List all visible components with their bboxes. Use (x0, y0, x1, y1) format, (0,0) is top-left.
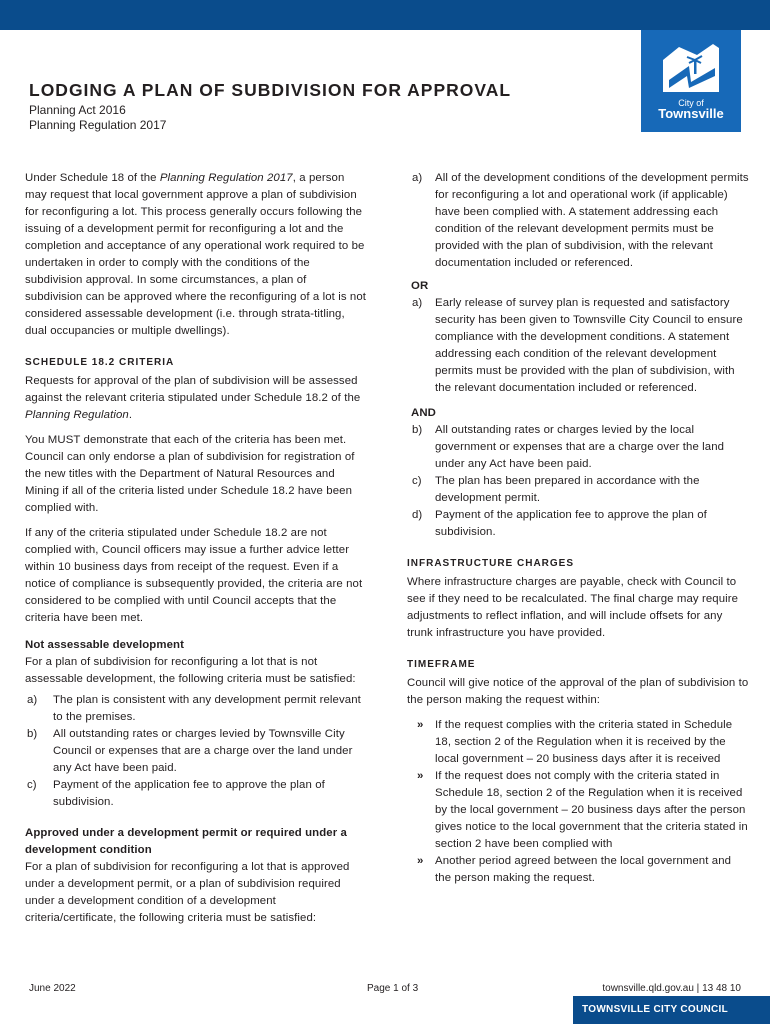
timeframe-list (407, 717, 749, 887)
logo-city-of: City of (678, 98, 704, 108)
intro-regulation-name: Planning Regulation 2017 (159, 172, 293, 184)
list-item-text: All outstanding rates or charges levied by the local government or expenses that are a charge over the land under any Act have been paid. (435, 424, 725, 470)
list-marker: c) (27, 779, 37, 791)
criteria-list-a2 (407, 295, 749, 397)
approved-paragraph: For a plan of subdivision for reconfiguring a lot that is approved under a development permit, or a plan of subdivision required under a development condition of a development criteria/certificate, the following criteria must be satisfied: (25, 861, 350, 924)
top-banner (0, 0, 770, 30)
list-marker: a) (27, 694, 38, 706)
criteria-paragraph (25, 373, 367, 424)
list-item-text: If the request complies with the criteria stated in Schedule 18, section 2 of the Regulation when it is received by the local government – 20 business days after it is received (435, 719, 733, 765)
infrastructure-heading: INFRASTRUCTURE CHARGES (407, 558, 574, 569)
list-item-text: Another period agreed between the local government and the person making the request. (435, 855, 732, 884)
list-item (407, 422, 749, 473)
list-marker: a) (412, 297, 423, 309)
list-item-text: The plan is consistent with any development permit relevant to the premises. (53, 694, 361, 723)
criteria-regulation-name: Planning Regulation (25, 409, 129, 421)
list-item-text: Early release of survey plan is requested and satisfactory security has been given to Townsville City Council to ensure compliance with the development conditions. A statement addressing each condition of the relevant development permits must be provided with the plan of subdivision, with the relevant documentation included or referenced. (435, 297, 743, 394)
list-item (25, 777, 367, 811)
list-marker: b) (412, 424, 423, 436)
list-item-text: Payment of the application fee to approve the plan of subdivision. (435, 509, 707, 538)
intro-text-1: Under Schedule 18 of the (25, 172, 160, 184)
criteria-text-1: Requests for approval of the plan of subdivision will be assessed against the relevant criteria stipulated under Schedule 18.2 of the (25, 375, 361, 404)
not-assessable-list (25, 692, 367, 811)
bullet-icon: » (417, 770, 424, 782)
footer-page-number: Page 1 of 3 (367, 983, 419, 994)
townsville-logo[interactable] (641, 30, 741, 132)
page-title: LODGING A PLAN OF SUBDIVISION FOR APPROVAL (29, 80, 512, 100)
intro-paragraph (25, 170, 367, 340)
footer-contact-link[interactable]: townsville.qld.gov.au | 13 48 10 (602, 983, 741, 994)
list-item (25, 692, 367, 726)
footer-banner (573, 996, 770, 1024)
and-label: AND (411, 407, 436, 419)
not-assessable-heading: Not assessable development (25, 639, 184, 651)
not-assessable-paragraph: For a plan of subdivision for reconfiguring a lot that is not assessable development, the following criteria must be satisfied: (25, 656, 356, 685)
list-item (407, 507, 749, 541)
bullet-icon: » (417, 719, 424, 731)
list-item-text: The plan has been prepared in accordance with the development permit. (435, 475, 700, 504)
left-column (25, 170, 367, 935)
list-item-text: If the request does not comply with the criteria stated in Schedule 18, section 2 of the Regulation when it is received by the local government – 20 business days after the person gives notice to the local government that the criteria stated in section 2 have been complied with (435, 770, 748, 850)
subtitle-planning-act: Planning Act 2016 (29, 103, 126, 117)
footer-council-name: TOWNSVILLE CITY COUNCIL (582, 1004, 728, 1015)
timeframe-heading: TIMEFRAME (407, 659, 476, 670)
footer-date: June 2022 (29, 983, 76, 994)
bullet-icon: » (417, 855, 424, 867)
not-complied-paragraph: If any of the criteria stipulated under Schedule 18.2 are not complied with, Council officers may issue a further advice letter within 10 business days from receipt of the request. Even if a notice of compliance is subsequently provided, the criteria are not considered to be complied with until Council accepts that the criteria have been met. (25, 527, 363, 624)
list-item-text: Payment of the application fee to approve the plan of subdivision. (53, 779, 325, 808)
criteria-list-and (407, 422, 749, 541)
list-item (407, 717, 749, 768)
criteria-text-2: . (128, 409, 133, 421)
list-item (407, 295, 749, 397)
list-item-text: All of the development conditions of the development permits for reconfiguring a lot and operational work (if applicable) have been complied with. A statement addressing each condition of the relevant development permits must be provided with the plan of subdivision, with the relevant documentation included or referenced. (435, 172, 749, 269)
approved-heading: Approved under a development permit or required under a development condition (25, 827, 347, 856)
must-demonstrate-paragraph: You MUST demonstrate that each of the criteria has been met. Council can only endorse a plan of subdivision for registration of the new titles with the Department of Natural Resources and Mining if all of the criteria listed under Schedule 18.2 have been complied with. (25, 434, 355, 514)
list-marker: a) (412, 172, 423, 184)
intro-text-2: , a person may request that local government approve a plan of subdivision for reconfiguring a lot. This process generally occurs following the issuing of a development permit for reconfiguring a lot and the completion and acceptance of any operational work required to be undertaken in order to comply with the conditions of the subdivision approval. In some circumstances, a plan of subdivision can be approved where the reconfiguring of a lot is not considered assessable development (i.e. through strata-titling, dual occupancies or multiple dwellings). (25, 172, 367, 337)
infrastructure-paragraph: Where infrastructure charges are payable, check with Council to see if they need to be recalculated. The final charge may require adjustments to reflect inflation, and will include offsets for any trunk infrastructure you have provided. (407, 576, 739, 639)
list-item (407, 853, 749, 887)
list-item (407, 170, 749, 272)
list-item (407, 768, 749, 853)
list-item-text: All outstanding rates or charges levied by Townsville City Council or expenses that are a charge over the land under any Act have been paid. (53, 728, 353, 774)
criteria-heading: SCHEDULE 18.2 CRITERIA (25, 357, 175, 368)
list-marker: b) (27, 728, 38, 740)
list-marker: c) (412, 475, 422, 487)
or-label: OR (411, 280, 429, 292)
logo-townsville: Townsville (658, 106, 724, 121)
criteria-list-a1 (407, 170, 749, 272)
right-column (407, 170, 749, 887)
list-item (25, 726, 367, 777)
list-marker: d) (412, 509, 423, 521)
list-item (407, 473, 749, 507)
timeframe-paragraph: Council will give notice of the approval of the plan of subdivision to the person making the request within: (407, 677, 749, 706)
subtitle-planning-regulation: Planning Regulation 2017 (29, 118, 167, 132)
